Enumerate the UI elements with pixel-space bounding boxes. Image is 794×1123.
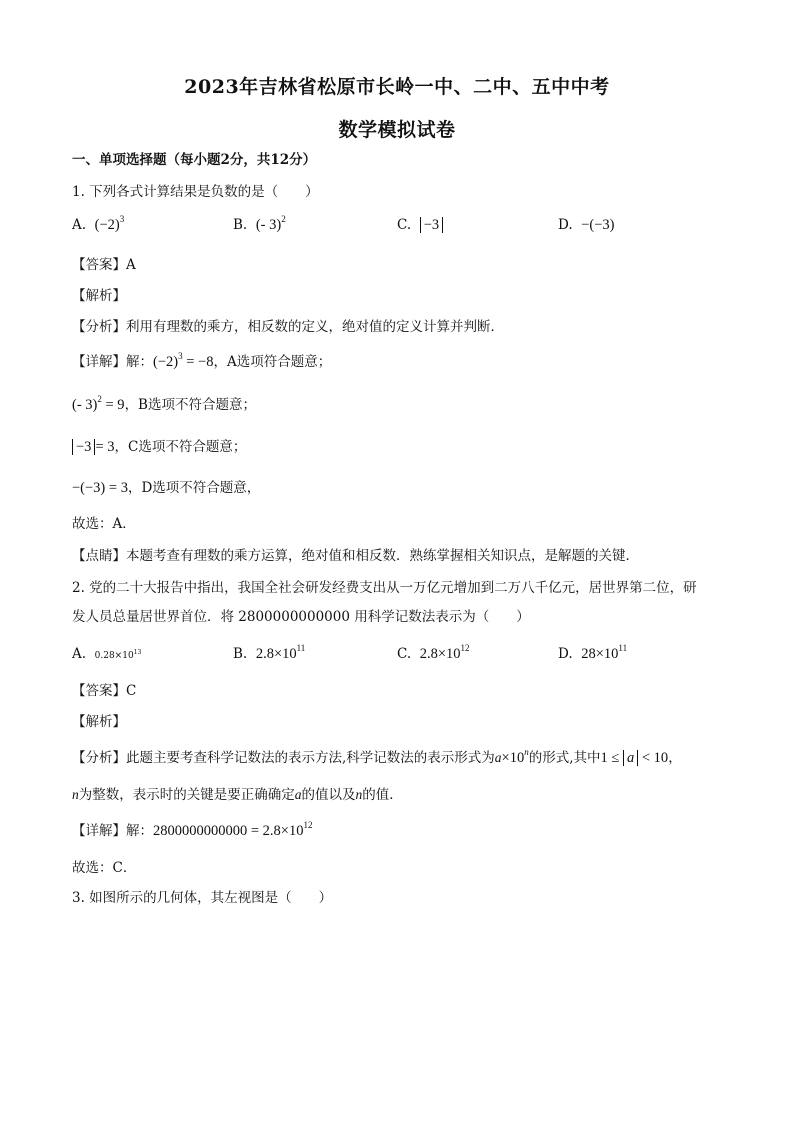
section-heading: 一、单项选择题（每小题2分，共12分） bbox=[72, 152, 317, 168]
q1-option-d bbox=[558, 217, 615, 234]
q1-option-a bbox=[72, 214, 125, 234]
q2-option-d-label: D. bbox=[558, 646, 573, 662]
q1-detail-b: (- 3)$^2$ = 9，B选项不符合题意； bbox=[72, 394, 256, 413]
q1-option-b bbox=[233, 214, 286, 234]
q2-option-a-label: A. bbox=[72, 646, 87, 662]
q2-option-d-expr: $28\times 10^{11}$ bbox=[581, 643, 628, 662]
q3-stem: 3. 如图所示的几何体，其左视图是（ ） bbox=[72, 890, 333, 906]
q1-option-c bbox=[397, 217, 443, 234]
q1-detail-c: −3 = 3，C选项不符合题意； bbox=[72, 438, 246, 456]
q1-fenxi: 【分析】利用有理数的乘方，相反数的定义，绝对值的定义计算并判断． bbox=[72, 319, 504, 335]
q2-option-b-label: B. bbox=[233, 646, 248, 662]
page-title-line1: 2023年吉林省松原市长岭一中、二中、五中中考 bbox=[184, 76, 610, 98]
q2-option-c-expr: $2.8\times 10^{12}$ bbox=[419, 643, 470, 662]
q2-answer: 【答案】C bbox=[72, 683, 137, 699]
q2-stem-line2: 发人员总量居世界首位．将 2800000000000 用科学记数法表示为（ ） bbox=[72, 609, 530, 625]
q2-stem-line1: 2. 党的二十大报告中指出，我国全社会研发经费支出从一万亿元增加到二万八千亿元，居世界第二位，研 bbox=[72, 580, 697, 596]
q2-option-a-expr: $0.28\times 10^{13}$ bbox=[94, 649, 142, 661]
q1-option-c-expr: −3 bbox=[420, 217, 443, 233]
q1-option-a-label: A. bbox=[72, 217, 87, 233]
q2-option-c bbox=[397, 643, 470, 663]
q2-option-b-expr: $2.8\times 10^{11}$ bbox=[255, 643, 306, 662]
q2-option-b bbox=[233, 643, 306, 663]
q2-fenxi-line1: 【分析】此题主要考查科学记数法的表示方法,科学记数法的表示形式为$a\times 10^n$的形式,其中1 ≤ a < 10， bbox=[72, 747, 682, 766]
q1-option-b-expr: (- 3)$^2$ bbox=[255, 214, 286, 233]
q1-option-b-label: B. bbox=[233, 217, 248, 233]
q1-option-a-expr: $(-2)^3$ bbox=[94, 214, 125, 233]
q1-detail-d: −(−3) = 3，D选项不符合题意， bbox=[72, 480, 261, 496]
q2-option-c-label: C. bbox=[397, 646, 412, 662]
q1-option-d-expr: −(−3) bbox=[581, 217, 615, 233]
q1-answer: 【答案】A bbox=[72, 257, 136, 273]
q2-choose: 故选：C． bbox=[72, 860, 137, 876]
q1-option-c-label: C. bbox=[397, 217, 412, 233]
q2-analysis-label: 【解析】 bbox=[72, 714, 126, 730]
q1-option-d-label: D. bbox=[558, 217, 573, 233]
q2-detail: 【详解】解：$2800000000000 = 2.8\times 10^{12}$ bbox=[72, 820, 313, 839]
q2-option-a bbox=[72, 646, 141, 662]
q1-choose: 故选：A． bbox=[72, 516, 136, 532]
q1-stem: 1. 下列各式计算结果是负数的是（ ） bbox=[72, 184, 319, 200]
q2-option-d bbox=[558, 643, 628, 663]
page-title-line2: 数学模拟试卷 bbox=[338, 119, 456, 141]
q1-dianjing: 【点睛】本题考查有理数的乘方运算，绝对值和相反数．熟练掌握相关知识点，是解题的关键． bbox=[72, 548, 639, 564]
q1-analysis-label: 【解析】 bbox=[72, 288, 126, 304]
q2-fenxi-line2: n为整数，表示时的关键是要正确确定a的值以及n的值． bbox=[72, 787, 403, 803]
q1-detail-a: 【详解】解：$(-2)^3 = -8$，A选项符合题意； bbox=[72, 351, 332, 370]
